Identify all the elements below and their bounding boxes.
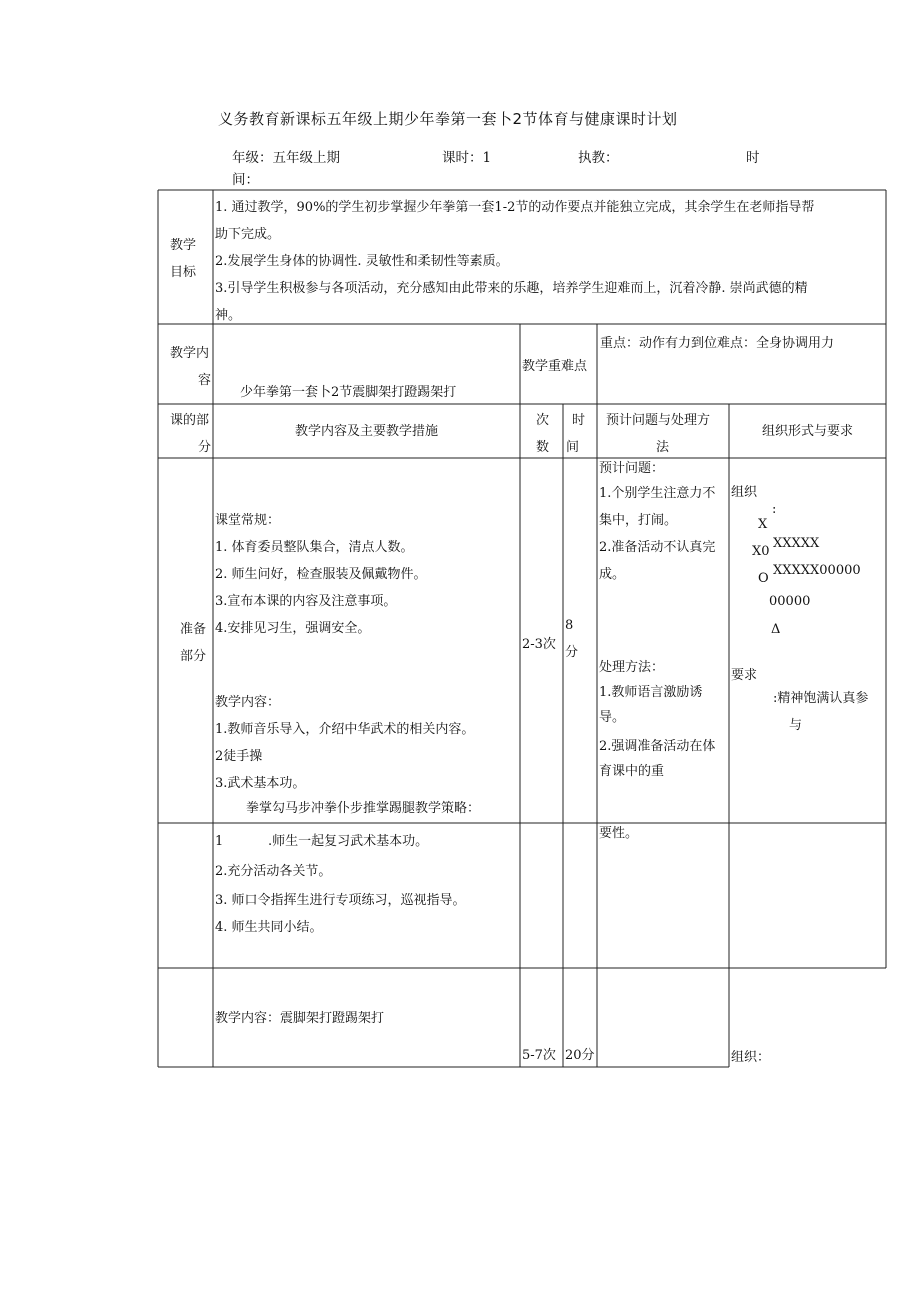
- problem-line: 2.准备活动不认真完: [599, 540, 716, 555]
- header-org: 组织形式与要求: [761, 424, 853, 439]
- basic-time: 20分: [565, 1048, 595, 1063]
- org-colon: :: [772, 502, 777, 517]
- strategy-item: 3. 师口令指挥生进行专项练习，巡视指导。: [215, 893, 466, 908]
- routine-item: 1. 体育委员整队集合，清点人数。: [215, 540, 414, 555]
- strategy-item: .师生一起复习武术基本功。: [268, 834, 429, 849]
- prep-label-1: 准备: [180, 622, 207, 637]
- goal-line-5: 神。: [215, 308, 242, 323]
- goal-line-2: 助下完成。: [215, 227, 281, 242]
- key-points-label: 教学重难点: [522, 359, 588, 374]
- strategy-number: 1: [215, 834, 224, 849]
- method-line: 2.强调准备活动在体: [599, 739, 716, 754]
- content-text: 少年拳第一套卜2节震脚架打蹬踢架打: [240, 385, 457, 400]
- time-label-b: 间：: [232, 172, 259, 188]
- prep-time-2: 分: [565, 645, 579, 660]
- formation-line: X: [758, 517, 768, 532]
- content-label-1: 教学内: [170, 346, 210, 361]
- prep-label-2: 部分: [180, 649, 207, 664]
- formation-line: XXXXX00000: [773, 563, 861, 578]
- basic-content: 教学内容：震脚架打蹬踢架打: [215, 1011, 385, 1026]
- header-time-1: 时: [572, 413, 586, 428]
- time-label-a: 时: [746, 150, 760, 166]
- routine-item: 4.安排见习生，强调安全。: [215, 621, 371, 636]
- basic-count: 5-7次: [522, 1048, 556, 1063]
- lesson-label: 课时：1: [442, 150, 492, 166]
- header-problems-1: 预计问题与处理方: [606, 413, 711, 428]
- prep-count: 2-3次: [522, 637, 556, 652]
- formation-line: XXXXX: [773, 536, 820, 551]
- routine-title: 课堂常规：: [215, 513, 281, 528]
- formation-line: 00000: [769, 594, 811, 609]
- header-count-2: 数: [536, 440, 550, 455]
- problem-title: 预计问题：: [599, 461, 665, 476]
- goal-label-2: 目标: [170, 265, 197, 280]
- prep-content-item: 1.教师音乐导入，介绍中华武术的相关内容。: [215, 722, 475, 737]
- header-part-2: 分: [198, 440, 212, 455]
- goal-line-4: 3.引导学生积极参与各项活动，充分感知由此带来的乐趣，培养学生迎难而上，沉着冷静. 崇尚武德的精: [215, 281, 808, 296]
- header-part-1: 课的部: [170, 413, 210, 428]
- header-time-2: 间: [566, 440, 580, 455]
- method-line: 导。: [599, 710, 626, 725]
- prep-content-item: 3.武术基本功。: [215, 776, 306, 791]
- strategy-item: 4. 师生共同小结。: [215, 920, 323, 935]
- content-label-2: 容: [198, 373, 212, 388]
- goal-line-1: 1. 通过教学，90%的学生初步掌握少年拳第一套1-2节的动作要点并能独立完成，其余学生在老师指导帮: [215, 200, 815, 215]
- problem-line: 集中，打闹。: [599, 513, 678, 528]
- routine-item: 3.宣布本课的内容及注意事项。: [215, 594, 397, 609]
- header-measures: 教学内容及主要教学措施: [294, 424, 438, 439]
- header-problems-2: 法: [656, 440, 670, 455]
- routine-item: 2. 师生问好，检查服装及佩戴物件。: [215, 567, 427, 582]
- prep-content-title: 教学内容：: [215, 695, 281, 710]
- formation-line: O: [758, 571, 769, 586]
- requirement-text: :精神饱满认真参: [773, 691, 869, 706]
- teacher-label: 执教：: [578, 150, 619, 166]
- problem-line: 1.个别学生注意力不: [599, 486, 716, 501]
- problem-line: 成。: [599, 567, 626, 582]
- requirement-text: 与: [789, 718, 803, 733]
- goal-label-1: 教学: [170, 238, 197, 253]
- formation-line: Δ: [771, 622, 781, 637]
- requirement-label: 要求: [731, 668, 758, 683]
- method-title: 处理方法：: [599, 660, 665, 675]
- formation-line: X0: [752, 544, 770, 559]
- org-label: 组织: [731, 485, 758, 500]
- prep-content-item: 拳掌勾马步冲拳仆步推掌踢腿教学策略：: [246, 801, 481, 816]
- prep-time-1: 8: [565, 618, 574, 633]
- goal-line-3: 2.发展学生身体的协调性. 灵敏性和柔韧性等素质。: [215, 254, 509, 269]
- header-count-1: 次: [536, 413, 550, 428]
- method-line: 1.教师语言激励诱: [599, 685, 703, 700]
- method-line: 育课中的重: [599, 764, 665, 779]
- prep-content-item: 2徒手操: [215, 749, 263, 764]
- importance-text: 要性。: [599, 826, 639, 841]
- strategy-item: 2.充分活动各关节。: [215, 864, 332, 879]
- grade-label: 年级：五年级上期: [232, 150, 340, 166]
- document-title: 义务教育新课标五年级上期少年拳第一套卜2节体育与健康课时计划: [218, 110, 678, 128]
- key-points-text: 重点：动作有力到位难点：全身协调用力: [600, 336, 835, 351]
- basic-org: 组织：: [731, 1050, 771, 1065]
